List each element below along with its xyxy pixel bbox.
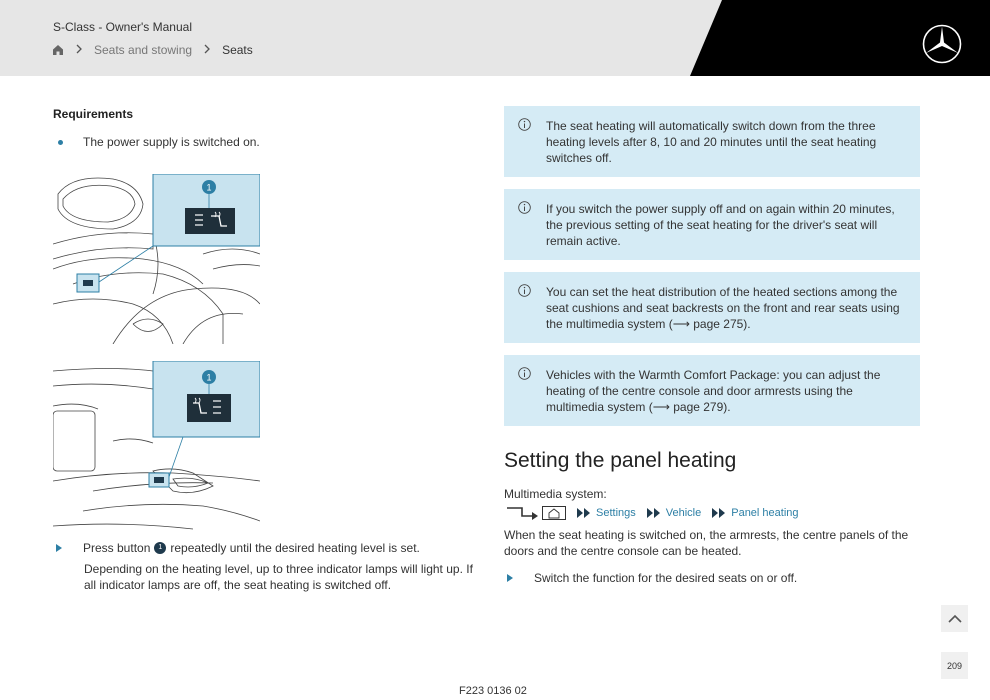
- info-icon: [518, 118, 531, 131]
- info-box: [504, 272, 920, 343]
- double-chevron-icon: [576, 507, 592, 519]
- chevron-right-icon: [197, 42, 217, 57]
- figure-rear-door-controls: [53, 361, 260, 531]
- breadcrumb: [52, 42, 253, 57]
- step-suffix: repeatedly until the desired heating level is set.: [170, 541, 420, 555]
- info-text: Vehicles with the Warmth Comfort Package: you can adjust the heating of the centre console and door armrests using the multimedia system (⟶ page 279).: [546, 368, 881, 414]
- mercedes-star-logo-icon: [921, 23, 963, 65]
- info-box: [504, 189, 920, 260]
- info-text: The seat heating will automatically switch down from the three heating levels after 8, 10 and 20 minutes until the seat heating switches off.: [546, 119, 877, 165]
- double-chevron-icon: [711, 507, 727, 519]
- info-icon: [518, 201, 531, 214]
- step-switch-function: [507, 571, 797, 585]
- step-prefix: Press button: [83, 541, 151, 555]
- figure-code: F223 0136 02: [459, 685, 527, 697]
- step-text: Switch the function for the desired seats on or off.: [534, 571, 798, 585]
- double-chevron-icon: [646, 507, 662, 519]
- callout-label: 1: [206, 372, 212, 383]
- breadcrumb-seats-and-stowing[interactable]: Seats and stowing: [94, 42, 193, 57]
- nav-vehicle-link[interactable]: Vehicle: [665, 507, 702, 519]
- info-text: You can set the heat distribution of the heated sections among the seat cushions and seat backrests on the front and rear seats using the multimedia system (⟶ page 275).: [546, 285, 900, 331]
- info-box: [504, 355, 920, 426]
- step-arrow-icon: [56, 544, 62, 552]
- navigation-arrow-icon: [506, 505, 540, 521]
- step-press-button: [56, 541, 420, 555]
- info-box: [504, 106, 920, 177]
- bullet-icon: [58, 140, 63, 145]
- multimedia-nav-path: [506, 504, 799, 522]
- callout-label: 1: [206, 182, 212, 193]
- multimedia-label: Multimedia system:: [504, 487, 607, 501]
- requirements-heading: Requirements: [53, 107, 134, 121]
- chevron-right-icon: [69, 42, 89, 57]
- chevron-up-icon: [948, 614, 962, 623]
- info-icon: [518, 284, 531, 297]
- info-icon: [518, 367, 531, 380]
- panel-heating-description: When the seat heating is switched on, the armrests, the centre panels of the doors and the centre console can be heated.: [504, 528, 909, 558]
- step-arrow-icon: [507, 574, 513, 582]
- app-title: S-Class - Owner's Manual: [53, 20, 192, 34]
- nav-panel-heating-link[interactable]: Panel heating: [731, 507, 799, 519]
- scroll-to-top-button[interactable]: [941, 605, 968, 632]
- step-description: Depending on the heating level, up to three indicator lamps will light up. If all indicator lamps are off, the seat heating is switched off.: [84, 562, 473, 592]
- nav-settings-link[interactable]: Settings: [596, 507, 636, 519]
- page-number: 209: [941, 652, 968, 679]
- section-title: Setting the panel heating: [504, 449, 737, 472]
- button-callout-badge: 1: [154, 542, 166, 554]
- breadcrumb-seats: Seats: [222, 42, 253, 57]
- requirement-text: The power supply is switched on.: [83, 135, 260, 149]
- figure-front-door-controls: [53, 174, 260, 344]
- info-text: If you switch the power supply off and on again within 20 minutes, the previous setting of the seat heating for the driver's seat will remain active.: [546, 202, 895, 248]
- home-icon[interactable]: [52, 44, 64, 56]
- home-screen-icon: [542, 506, 566, 520]
- requirement-item: [58, 135, 260, 149]
